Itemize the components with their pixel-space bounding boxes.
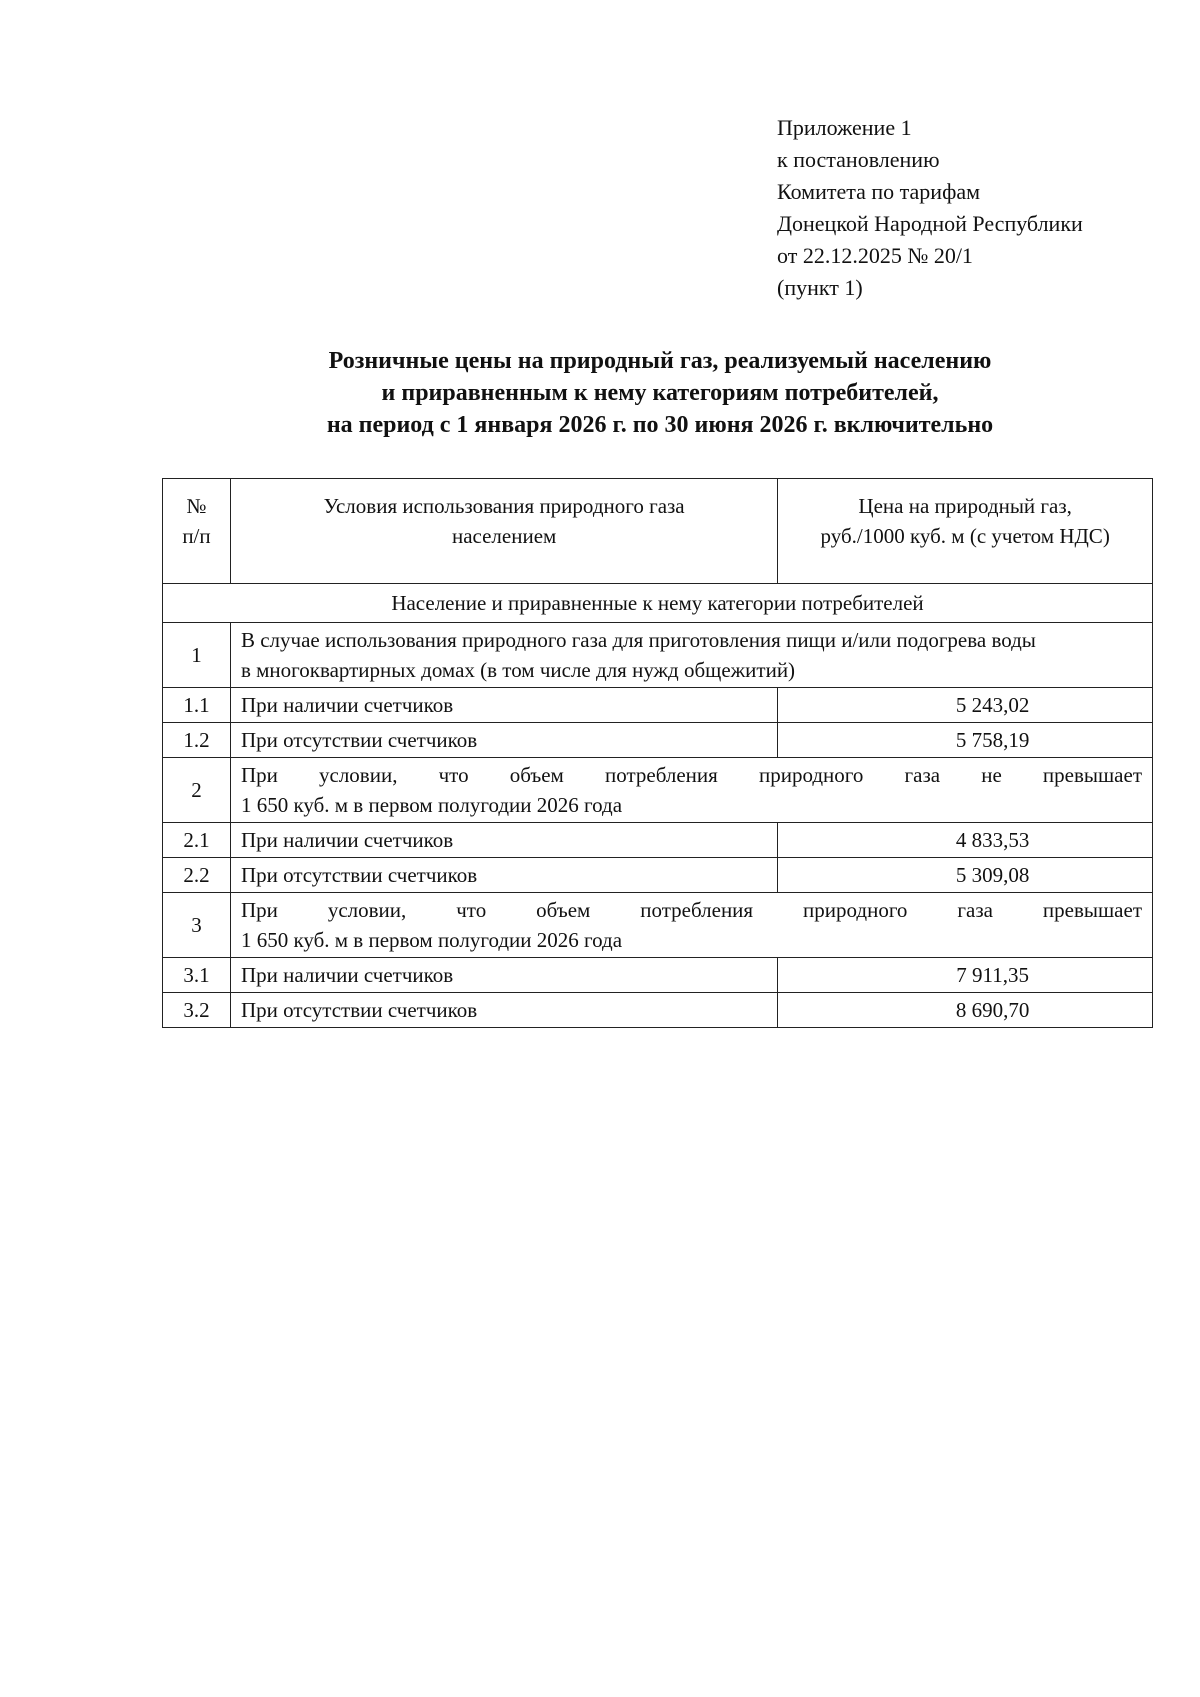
group-description-line: В случае использования природного газа для приготовления пищи и/или подогрева воды bbox=[240, 628, 1036, 652]
item-label: При наличии счетчиков bbox=[230, 823, 777, 858]
header-conditions bbox=[230, 479, 777, 584]
table-row bbox=[163, 688, 1153, 723]
section-title: Население и приравненные к нему категории потребителей bbox=[163, 584, 1153, 623]
header-price bbox=[778, 479, 1153, 584]
item-number: 3.1 bbox=[163, 958, 231, 993]
header-conditions-line: Условия использования природного газа bbox=[323, 494, 685, 518]
group-description-line: 1 650 куб. м в первом полугодии 2026 года bbox=[240, 793, 623, 817]
header-number bbox=[163, 479, 231, 584]
document-title bbox=[0, 345, 1200, 441]
annex-line: (пункт 1) bbox=[777, 275, 863, 300]
group-description-line: в многоквартирных домах (в том числе для нужд общежитий) bbox=[240, 658, 796, 682]
title-line: и приравненным к нему категориям потребителей, bbox=[381, 380, 939, 406]
group-description-line: При условии, что объем потребления природного газа превышает bbox=[240, 898, 1142, 922]
item-price: 5 243,02 bbox=[955, 693, 1030, 717]
item-price-cell bbox=[778, 958, 1153, 993]
item-price: 7 911,35 bbox=[956, 963, 1030, 987]
group-description-line: При условии, что объем потребления природного газа не превышает bbox=[240, 763, 1142, 787]
group-number: 2 bbox=[163, 758, 231, 823]
item-label: При наличии счетчиков bbox=[230, 688, 777, 723]
item-price-cell bbox=[778, 688, 1153, 723]
header-price-line: руб./1000 куб. м (с учетом НДС) bbox=[820, 524, 1110, 548]
group-number: 3 bbox=[163, 893, 231, 958]
group-description-line: 1 650 куб. м в первом полугодии 2026 года bbox=[240, 928, 623, 952]
group-number: 1 bbox=[163, 623, 231, 688]
group-row bbox=[163, 758, 1153, 823]
item-number: 3.2 bbox=[163, 993, 231, 1028]
table-row bbox=[163, 823, 1153, 858]
annex-line: Донецкой Народной Республики bbox=[777, 211, 1083, 236]
item-label: При наличии счетчиков bbox=[230, 958, 777, 993]
item-price: 5 758,19 bbox=[955, 728, 1030, 752]
section-row bbox=[163, 584, 1153, 623]
header-number-line: № bbox=[186, 494, 207, 518]
item-price: 4 833,53 bbox=[955, 828, 1030, 852]
group-description bbox=[230, 623, 1152, 688]
item-price-cell bbox=[778, 823, 1153, 858]
annex-line: к постановлению bbox=[777, 147, 940, 172]
table-row bbox=[163, 723, 1153, 758]
table-row bbox=[163, 958, 1153, 993]
annex-block bbox=[777, 112, 1083, 304]
item-label: При отсутствии счетчиков bbox=[230, 858, 777, 893]
item-number: 1.1 bbox=[163, 688, 231, 723]
title-line: на период с 1 января 2026 г. по 30 июня 2026 г. включительно bbox=[326, 412, 994, 438]
table-row bbox=[163, 993, 1153, 1028]
header-price-line: Цена на природный газ, bbox=[858, 494, 1072, 518]
group-description bbox=[230, 893, 1152, 958]
item-price-cell bbox=[778, 723, 1153, 758]
item-number: 2.2 bbox=[163, 858, 231, 893]
item-price: 8 690,70 bbox=[955, 998, 1030, 1022]
annex-line: Комитета по тарифам bbox=[777, 179, 981, 204]
header-conditions-line: населением bbox=[451, 524, 557, 548]
item-price-cell bbox=[778, 858, 1153, 893]
table-header-row bbox=[163, 479, 1153, 584]
table-row bbox=[163, 858, 1153, 893]
annex-line: Приложение 1 bbox=[777, 115, 912, 140]
item-label: При отсутствии счетчиков bbox=[230, 723, 777, 758]
group-row bbox=[163, 623, 1153, 688]
group-row bbox=[163, 893, 1153, 958]
item-price-cell bbox=[778, 993, 1153, 1028]
item-number: 1.2 bbox=[163, 723, 231, 758]
annex-line: от 22.12.2025 № 20/1 bbox=[777, 243, 973, 268]
price-table bbox=[162, 478, 1153, 1028]
header-number-line: п/п bbox=[182, 524, 211, 548]
group-description bbox=[230, 758, 1152, 823]
item-label: При отсутствии счетчиков bbox=[230, 993, 777, 1028]
item-price: 5 309,08 bbox=[955, 863, 1030, 887]
item-number: 2.1 bbox=[163, 823, 231, 858]
title-line: Розничные цены на природный газ, реализуемый населению bbox=[328, 348, 992, 374]
